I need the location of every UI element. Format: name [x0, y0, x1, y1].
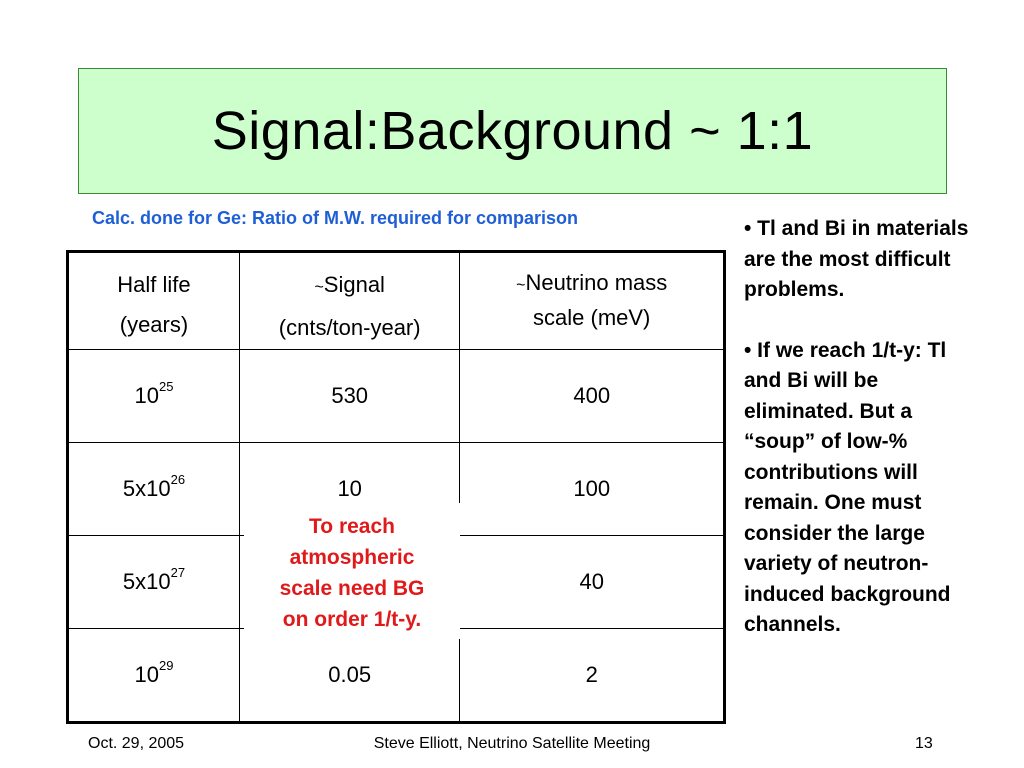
slide-title: Signal:Background ~ 1:1 [211, 101, 814, 161]
page-number: 13 [915, 735, 933, 752]
table-header-row [68, 252, 725, 350]
half-life-cell: $10^{25}$ [68, 350, 240, 443]
header-half-life: Half life (years) [68, 252, 240, 350]
footer-title: Steve Elliott, Neutrino Satellite Meeting [373, 735, 651, 752]
mass-cell: 2 [460, 629, 725, 723]
signal-cell: 10 [239, 443, 459, 536]
half-life-cell: $10^{29}$ [68, 629, 240, 723]
mass-cell: 100 [460, 443, 725, 536]
bullet-list [744, 214, 984, 671]
header-signal: ~Signal (cnts/ton-year) [239, 252, 459, 350]
data-table [66, 250, 726, 724]
signal-cell: 0.05 [239, 629, 459, 723]
signal-cell: 530 [239, 350, 459, 443]
title-box [78, 68, 947, 194]
table-row [68, 629, 725, 723]
bullet-item: • If we reach 1/t-y: Tl and Bi will be eliminated. But a “soup” of low-% contributions will remain. One must consider the large variety of neutron-induced background channels. [744, 338, 951, 636]
mass-cell: 40 [460, 536, 725, 629]
calc-note: Calc. done for Ge: Ratio of M.W. required for comparison [92, 208, 579, 228]
half-life-cell: $5x10^{27}$ [68, 536, 240, 629]
bullet-item: • Tl and Bi in materials are the most difficult problems. [744, 217, 969, 301]
mass-cell: 400 [460, 350, 725, 443]
footer-date: Oct. 29, 2005 [88, 735, 185, 752]
half-life-cell: $5x10^{26}$ [68, 443, 240, 536]
table-row [68, 350, 725, 443]
atmospheric-scale-note: To reach atmospheric scale need BG on order 1/t-y. [244, 503, 460, 639]
header-neutrino-mass: ~Neutrino mass scale (meV) [460, 252, 725, 350]
